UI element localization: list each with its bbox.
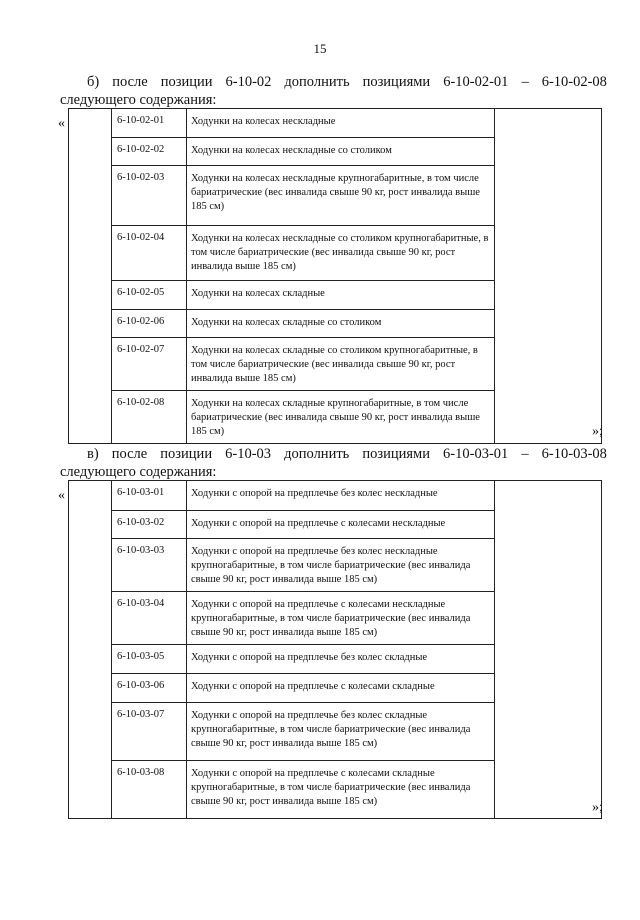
- codes-table-b: [68, 108, 602, 444]
- position-code: 6-10-02-05: [112, 281, 187, 310]
- open-quote: «: [58, 116, 65, 131]
- position-code: 6-10-02-01: [112, 109, 187, 138]
- position-description: Ходунки на колесах нескладные крупногабаритные, в том числе бариатрические (вес инвалида свыше 90 кг, рост инвалида выше 185 см): [187, 166, 495, 226]
- intro-word: –: [521, 74, 529, 90]
- empty-cell: [495, 109, 602, 444]
- intro-word: в): [87, 446, 99, 462]
- intro-word: дополнить: [284, 446, 350, 462]
- position-description: Ходунки с опорой на предплечье без колес складные: [187, 645, 495, 674]
- position-description: Ходунки на колесах складные со столиком: [187, 310, 495, 338]
- blank-cell: [69, 481, 112, 819]
- position-code: 6-10-02-07: [112, 338, 187, 391]
- intro-word: позиции: [160, 74, 213, 90]
- position-description: Ходунки на колесах нескладные со столиком крупногабаритные, в том числе бариатрические (вес инвалида свыше 90 кг, рост инвалида выше 185 см): [187, 226, 495, 281]
- position-description: Ходунки с опорой на предплечье с колесами складные крупногабаритные, в том числе бариатрические (вес инвалида свыше 90 кг, рост инвалида выше 185 см): [187, 761, 495, 819]
- intro-word: дополнить: [284, 74, 350, 90]
- position-code: 6-10-03-02: [112, 511, 187, 539]
- position-description: Ходунки с опорой на предплечье без колес складные крупногабаритные, в том числе бариатрические (вес инвалида свыше 90 кг, рост инвалида выше 185 см): [187, 703, 495, 761]
- intro-word: 6-10-03-08: [541, 446, 607, 462]
- position-description: Ходунки на колесах складные: [187, 281, 495, 310]
- intro-word: 6-10-03-01: [443, 446, 509, 462]
- section-c-intro: [87, 446, 607, 463]
- intro-word: позиции: [160, 446, 213, 462]
- position-code: 6-10-02-06: [112, 310, 187, 338]
- position-description: Ходунки на колесах нескладные со столиком: [187, 138, 495, 166]
- intro-word: позициями: [362, 74, 431, 90]
- position-code: 6-10-03-01: [112, 481, 187, 511]
- section-b-intro-line2: следующего содержания:: [60, 92, 217, 108]
- intro-word: после: [112, 74, 148, 90]
- blank-cell: [69, 109, 112, 444]
- position-code: 6-10-02-02: [112, 138, 187, 166]
- position-code: 6-10-03-06: [112, 674, 187, 703]
- position-code: 6-10-02-03: [112, 166, 187, 226]
- intro-word: 6-10-02-08: [541, 74, 607, 90]
- codes-table-c: [68, 480, 602, 819]
- position-description: Ходунки на колесах складные со столиком крупногабаритные, в том числе бариатрические (вес инвалида свыше 90 кг, рост инвалида выше 185 см): [187, 338, 495, 391]
- position-description: Ходунки с опорой на предплечье с колесами складные: [187, 674, 495, 703]
- position-description: Ходунки на колесах нескладные: [187, 109, 495, 138]
- position-description: Ходунки с опорой на предплечье без колес нескладные крупногабаритные, в том числе бариатрические (вес инвалида свыше 90 кг, рост инвалида выше 185 см): [187, 539, 495, 592]
- intro-word: 6-10-03: [225, 446, 272, 462]
- position-description: Ходунки на колесах складные крупногабаритные, в том числе бариатрические (вес инвалида свыше 90 кг, рост инвалида выше 185 см): [187, 391, 495, 444]
- intro-word: –: [521, 446, 529, 462]
- close-quote: »;: [592, 424, 603, 439]
- intro-word: позициями: [362, 446, 430, 462]
- position-code: 6-10-03-07: [112, 703, 187, 761]
- empty-cell: [495, 481, 602, 819]
- position-code: 6-10-03-05: [112, 645, 187, 674]
- open-quote: «: [58, 488, 65, 503]
- position-code: 6-10-03-03: [112, 539, 187, 592]
- position-description: Ходунки с опорой на предплечье с колесами нескладные крупногабаритные, в том числе бариатрические (вес инвалида свыше 90 кг, рост инвалида выше 185 см): [187, 592, 495, 645]
- intro-word: после: [111, 446, 148, 462]
- section-b-intro: [87, 74, 607, 91]
- position-code: 6-10-03-08: [112, 761, 187, 819]
- page-number: 15: [313, 41, 327, 56]
- section-c-intro-line2: следующего содержания:: [60, 464, 217, 480]
- position-code: 6-10-02-04: [112, 226, 187, 281]
- position-description: Ходунки с опорой на предплечье с колесами нескладные: [187, 511, 495, 539]
- table-row: [69, 481, 602, 511]
- position-description: Ходунки с опорой на предплечье без колес нескладные: [187, 481, 495, 511]
- intro-word: 6-10-02: [225, 74, 272, 90]
- intro-word: 6-10-02-01: [443, 74, 509, 90]
- position-code: 6-10-02-08: [112, 391, 187, 444]
- close-quote: »;: [592, 800, 603, 815]
- intro-word: б): [87, 74, 100, 90]
- position-code: 6-10-03-04: [112, 592, 187, 645]
- table-row: [69, 109, 602, 138]
